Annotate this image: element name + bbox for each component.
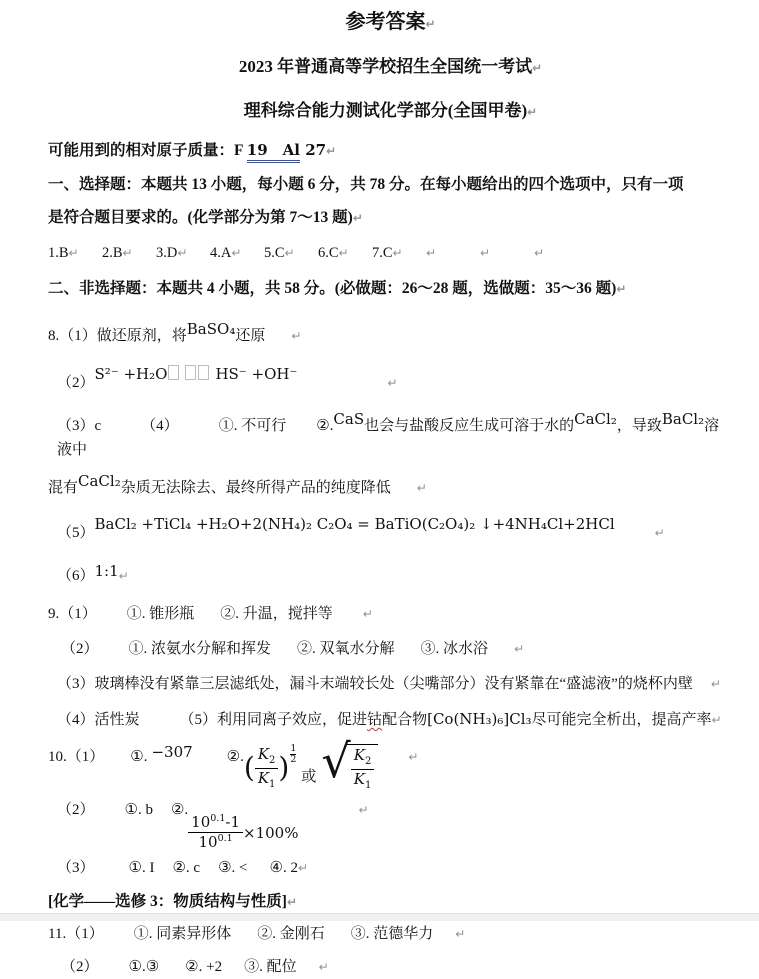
answer-slot xyxy=(318,242,372,264)
q8-4-text5: 杂质无法除去、最终所得产品的纯度降低 xyxy=(120,480,391,496)
paragraph-mark-icon: ↵ xyxy=(338,246,349,260)
k-subscript: 1 xyxy=(269,778,276,790)
subject-heading xyxy=(48,98,733,125)
paragraph-mark-icon: ↵ xyxy=(455,927,466,942)
paragraph-mark-icon: ↵ xyxy=(616,282,627,296)
times-hundred-percent: ×100% xyxy=(243,823,299,842)
section1-heading-line1 xyxy=(48,173,733,197)
paragraph-mark-icon: ↵ xyxy=(177,246,188,260)
spellcheck-flagged-text: 钴 xyxy=(367,712,383,728)
fraction-denominator xyxy=(351,769,375,792)
exam-heading xyxy=(48,54,733,81)
q8-4-text2: ，导致 xyxy=(616,418,662,434)
atomic-mass-prefix: 可能用到的相对原子质量：F xyxy=(48,142,247,159)
q9-3-text: 玻璃棒没有紧靠三层滤纸处，漏斗末端较长处（尖嘴部分）没有紧靠在“盛滤液”的烧杯内壁 xyxy=(94,676,693,692)
q8-4-text4: 混有 xyxy=(48,480,79,496)
paragraph-mark-icon: ↵ xyxy=(362,607,373,621)
paragraph-mark-icon: ↵ xyxy=(122,246,133,260)
q9-2-label: （2） xyxy=(61,641,99,657)
exponent: 0.1 xyxy=(210,812,226,824)
q8-2-label: （2） xyxy=(57,375,95,391)
k-symbol: K xyxy=(257,745,270,763)
q8-5-label: （5） xyxy=(57,525,95,541)
paragraph-mark-icon: ↵ xyxy=(231,246,242,260)
q9-5-label: （5） xyxy=(179,712,218,728)
exponent: 0.1 xyxy=(217,833,233,844)
square-root-expression xyxy=(321,734,378,794)
answer-text: 7.C xyxy=(372,245,393,261)
answer-slot xyxy=(48,242,102,264)
q8-4-formula-cacl2b: CaCl₂ xyxy=(78,472,121,490)
q9-answer-1 xyxy=(48,602,733,626)
paragraph-mark-icon: ↵ xyxy=(426,246,437,260)
empty-answer-slot xyxy=(426,242,480,264)
q8-4-text3: 溶液中 xyxy=(57,418,720,458)
k-ratio-fraction xyxy=(255,746,279,790)
answer-slot xyxy=(156,242,210,264)
q8-3-label: （3）c xyxy=(57,418,102,434)
percent-fraction xyxy=(188,814,243,852)
exponent-one-half xyxy=(290,744,296,765)
q8-6-value: 1:1 xyxy=(94,562,119,580)
q9-3-label: （3） xyxy=(57,676,95,692)
paragraph-mark-icon: ↵ xyxy=(532,61,543,75)
answer-slot xyxy=(210,242,264,264)
paragraph-mark-icon: ↵ xyxy=(352,211,363,225)
q11-1-item3: ③. 范德华力 xyxy=(350,926,434,943)
missing-glyph-box-icon xyxy=(168,365,179,380)
radicand xyxy=(347,744,379,794)
q8-4-formula-bacl2: BaCl₂ xyxy=(661,410,705,428)
empty-answer-slot xyxy=(480,242,534,264)
base-ten: 10 xyxy=(191,812,211,831)
paragraph-mark-icon: ↵ xyxy=(392,246,403,260)
page-title-text: 参考答案 xyxy=(345,11,426,33)
q8-4-item2: ②. xyxy=(316,418,334,434)
q8-2-formula-right: HS⁻ +OH⁻ xyxy=(215,365,298,383)
paragraph-mark-icon: ↵ xyxy=(326,144,337,158)
q9-4-label: （4） xyxy=(57,712,95,728)
q9-5-formula-cobalt-complex: [Co(NH₃)₆]Cl₃ xyxy=(427,710,532,728)
q8-4-label: （4） xyxy=(141,418,179,434)
q9-5-text1: 利用同离子效应，促进 xyxy=(217,712,368,728)
q10-1-expression xyxy=(243,734,378,794)
q11-2-label: （2） xyxy=(61,959,99,976)
k-subscript: 2 xyxy=(364,756,372,768)
q11-1-item1: ①. 同素异形体 xyxy=(133,926,232,943)
q11-2-item2: ②. +2 xyxy=(185,959,223,976)
q9-1-label: 9.（1） xyxy=(48,606,97,622)
exponent-denominator: 2 xyxy=(290,754,297,766)
paragraph-mark-icon: ↵ xyxy=(118,569,129,583)
q8-answer-2 xyxy=(48,359,733,398)
paragraph-mark-icon: ↵ xyxy=(68,246,79,260)
missing-glyph-box-icon xyxy=(185,365,196,380)
k-symbol: K xyxy=(353,769,365,788)
q10-2-expression xyxy=(188,814,298,852)
paragraph-mark-icon: ↵ xyxy=(480,246,491,260)
section1-text1: 一、选择题：本题共 13 小题，每小题 6 分，共 78 分。在每小题给出的四个选项中，只有一项 xyxy=(48,176,684,193)
answer-text: 3.D xyxy=(156,245,178,261)
q9-2-item1: ①. 浓氨水分解和挥发 xyxy=(128,641,272,657)
answer-text: 1.B xyxy=(48,245,69,261)
answer-slot xyxy=(102,242,156,264)
q8-4-formula-cas: CaS xyxy=(333,410,365,428)
elective-section-heading xyxy=(48,889,733,915)
q10-1-value: −307 xyxy=(151,743,193,761)
q8-1-label: 8.（1） xyxy=(48,328,97,344)
q9-4-text: 活性炭 xyxy=(94,712,140,728)
q11-2-item1: ①.③ xyxy=(128,959,160,976)
answer-text: 5.C xyxy=(264,245,285,261)
answer-text: 2.B xyxy=(102,245,123,261)
q8-1-formula: BaSO₄ xyxy=(186,320,236,338)
choice-answers-row xyxy=(48,242,733,264)
fraction-numerator xyxy=(188,814,243,832)
paragraph-mark-icon: ↵ xyxy=(387,376,398,390)
q8-1-text: 做还原剂，将 xyxy=(96,328,187,344)
q10-3-label: （3） xyxy=(57,860,95,877)
q11-answer-1 xyxy=(48,922,733,946)
page-title xyxy=(48,7,733,39)
atomic-mass-suffix: 27 xyxy=(300,141,327,159)
q8-2-formula-left: S²⁻ +H₂O xyxy=(94,365,168,383)
paragraph-mark-icon: ↵ xyxy=(318,960,329,975)
paragraph-mark-icon: ↵ xyxy=(284,246,295,260)
paragraph-mark-icon: ↵ xyxy=(710,677,721,691)
or-text: 或 xyxy=(301,768,317,785)
q9-2-item3: ③. 冰水浴 xyxy=(420,641,489,657)
q10-2-label: （2） xyxy=(57,801,95,818)
q9-1-item2: ②. 升温，搅拌等 xyxy=(220,606,333,622)
exam-heading-text: 2023 年普通高等学校招生全国统一考试 xyxy=(238,57,533,76)
q8-answer-5 xyxy=(48,509,733,548)
exponent-numerator: 1 xyxy=(290,743,297,755)
elective-heading-text: [化学——选修 3：物质结构与性质] xyxy=(48,893,287,911)
q11-answer-2 xyxy=(48,955,733,979)
q8-4-text1: 也会与盐酸反应生成可溶于水的 xyxy=(364,418,575,434)
q9-answer-2 xyxy=(48,637,733,661)
k-ratio-fraction xyxy=(351,747,375,791)
atomic-mass-line xyxy=(48,138,733,163)
q8-answer-4-cont xyxy=(48,469,733,500)
missing-glyph-boxes xyxy=(167,360,209,390)
paragraph-mark-icon: ↵ xyxy=(514,642,525,656)
section1-heading-line2 xyxy=(48,206,733,230)
missing-glyph-box-icon xyxy=(198,365,209,380)
paragraph-mark-icon: ↵ xyxy=(297,861,309,876)
paragraph-mark-icon: ↵ xyxy=(527,105,538,119)
k-symbol: K xyxy=(257,768,270,787)
answer-text: 6.C xyxy=(318,245,339,261)
q8-answer-3-4 xyxy=(48,407,733,462)
q11-2-item3: ③. 配位 xyxy=(244,959,297,976)
radical-sign-icon: √ xyxy=(321,734,351,789)
q10-3-item1: ①. I xyxy=(128,860,155,877)
k-symbol: K xyxy=(353,746,365,765)
window-bottom-edge xyxy=(0,913,759,921)
paragraph-mark-icon: ↵ xyxy=(425,17,436,31)
empty-answer-slot xyxy=(534,242,588,264)
paragraph-mark-icon: ↵ xyxy=(534,246,545,260)
q8-4-formula-cacl2: CaCl₂ xyxy=(574,410,617,428)
q10-3-item4: ④. 2 xyxy=(269,860,298,877)
paragraph-mark-icon: ↵ xyxy=(416,481,427,495)
base-ten: 10 xyxy=(198,833,218,851)
fraction-numerator xyxy=(255,746,279,768)
q10-answer-1 xyxy=(48,734,733,794)
section1-text2: 是符合题目要求的。(化学部分为第 7～13 题) xyxy=(48,209,353,226)
q10-2-item1: ①. b xyxy=(124,801,153,818)
paragraph-mark-icon: ↵ xyxy=(358,802,369,817)
grammar-underlined-text: 19 Al xyxy=(247,141,300,163)
q8-4-item1: ①. 不可行 xyxy=(218,418,287,434)
q9-5-text3: 尽可能完全析出，提高产率 xyxy=(531,712,712,728)
q10-1-label: 10.（1） xyxy=(48,749,105,765)
answer-text: 4.A xyxy=(210,245,232,261)
q11-1-label: 11.（1） xyxy=(48,926,104,943)
k-subscript: 1 xyxy=(364,779,372,791)
q11-1-item2: ②. 金刚石 xyxy=(257,926,325,943)
fraction-numerator xyxy=(351,747,375,769)
paragraph-mark-icon: ↵ xyxy=(291,329,302,343)
fraction-denominator xyxy=(188,832,243,851)
subject-heading-text: 理科综合能力测试化学部分(全国甲卷) xyxy=(243,101,528,120)
open-paren: ( xyxy=(243,751,255,784)
paragraph-mark-icon: ↵ xyxy=(286,895,298,910)
paragraph-mark-icon: ↵ xyxy=(408,750,419,764)
minus-one: -1 xyxy=(225,812,240,831)
q10-answer-3 xyxy=(48,856,733,880)
fraction-denominator xyxy=(255,768,279,791)
q10-3-item3: ③. < xyxy=(218,860,248,877)
q8-answer-6 xyxy=(48,559,733,588)
q10-1-item2: ②. xyxy=(226,749,244,765)
section2-text: 二、非选择题：本题共 4 小题，共 58 分。(必做题：26～28 题，选做题：35～36 题) xyxy=(48,280,617,297)
q9-5-text2: 配合物 xyxy=(382,712,428,728)
q8-6-label: （6） xyxy=(57,568,95,584)
q10-3-item2: ②. c xyxy=(172,860,201,877)
q9-answer-3 xyxy=(48,672,733,696)
q8-1-text2: 还原 xyxy=(235,328,266,344)
paragraph-mark-icon: ↵ xyxy=(711,713,722,727)
answer-slot xyxy=(264,242,318,264)
q9-2-item2: ②. 双氧水分解 xyxy=(297,641,395,657)
section2-heading xyxy=(48,277,733,301)
answer-slot xyxy=(372,242,426,264)
q10-answer-2 xyxy=(48,796,733,852)
k-subscript: 2 xyxy=(269,755,276,766)
close-paren: ) xyxy=(278,751,290,784)
q8-answer-1 xyxy=(48,314,733,351)
q9-1-item1: ①. 锥形瓶 xyxy=(126,606,195,622)
q10-2-item2: ②. xyxy=(170,801,189,818)
q10-1-item1: ①. xyxy=(130,749,148,765)
q9-answer-4-5 xyxy=(48,707,733,732)
q8-5-equation: BaCl₂ +TiCl₄ +H₂O+2(NH₄)₂ C₂O₄ = BaTiO(C₂O₄)₂ ↓+4NH₄Cl+2HCl xyxy=(94,515,615,533)
paragraph-mark-icon: ↵ xyxy=(654,526,665,540)
